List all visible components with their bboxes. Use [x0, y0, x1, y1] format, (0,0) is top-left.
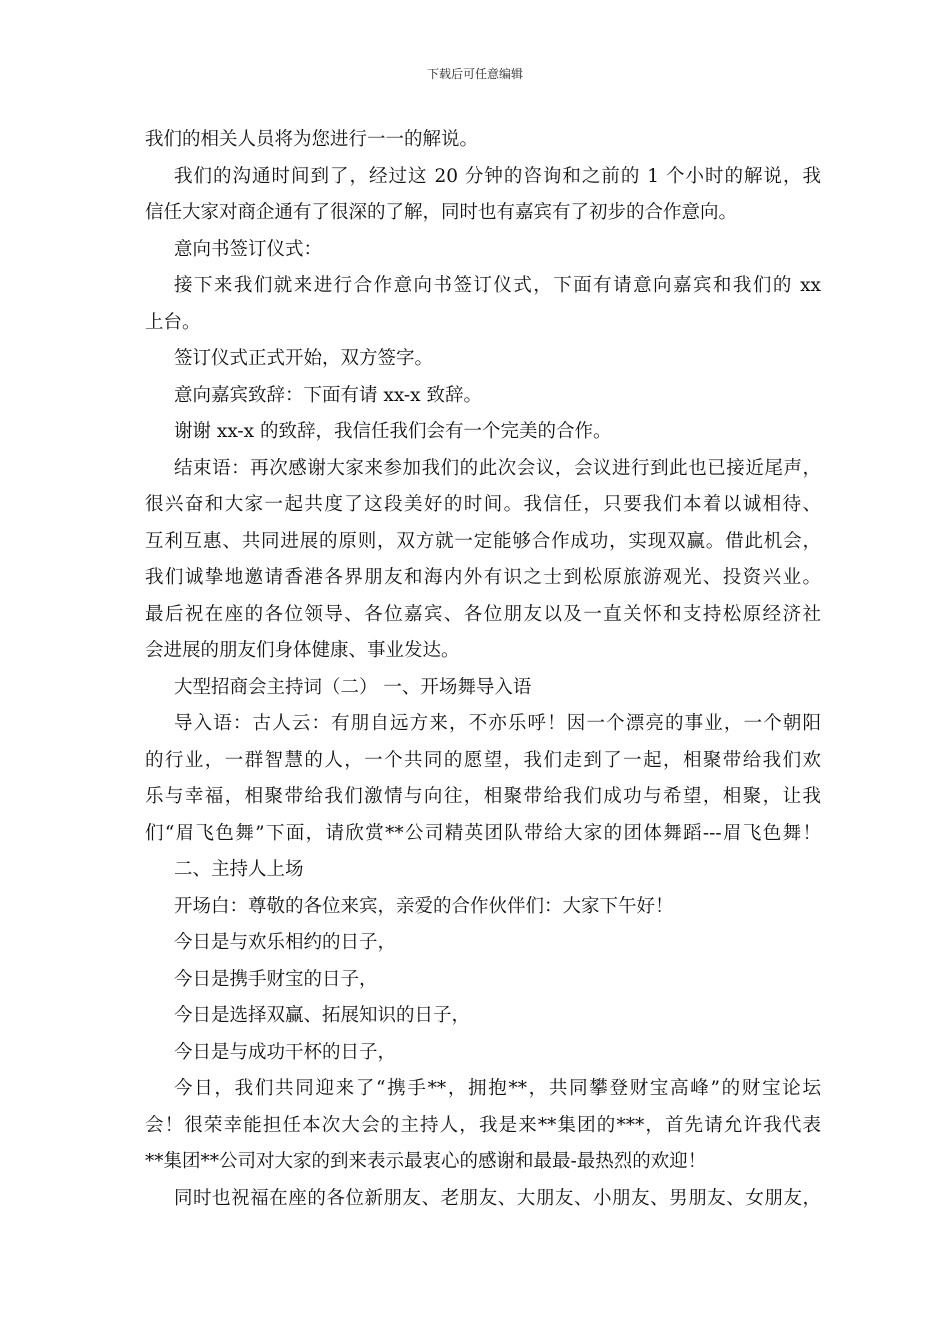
text-line: 二、主持人上场	[174, 859, 304, 880]
text-line: 意向嘉宾致辞：下面有请 xx-x 致辞。	[174, 384, 482, 406]
text-line: 意向书签订仪式：	[174, 238, 323, 260]
text-line: 很兴奋和大家一起共度了这段美好的时间。我信任，只要我们本着以诚相待、	[145, 494, 821, 515]
text-line: 的行业，一群智慧的人，一个共同的愿望，我们走到了一起，相聚带给我们欢	[145, 749, 821, 771]
text-line: 最后祝在座的各位领导、各位嘉宾、各位朋友以及一直关怀和支持松原经济社	[145, 603, 821, 625]
text-line: 上台。	[145, 311, 201, 333]
text-line: **集团**公司对大家的到来表示最衷心的感谢和最最-最热烈的欢迎！	[145, 1151, 707, 1172]
text-line: 乐与幸福，相聚带给我们激情与向往，相聚带给我们成功与希望，相聚，让我	[145, 786, 821, 807]
text-line: 结束语：再次感谢大家来参加我们的此次会议，会议进行到此也已接近尾声，	[174, 457, 821, 479]
page-header: 下载后可任意编辑	[426, 67, 523, 81]
text-line: 今日是与欢乐相约的日子，	[174, 932, 397, 953]
text-line: 同时也祝福在座的各位新朋友、老朋友、大朋友、小朋友、男朋友、女朋友，	[174, 1187, 821, 1209]
text-line: 今日是选择双赢、拓展知识的日子，	[174, 1005, 471, 1026]
text-line: 接下来我们就来进行合作意向书签订仪式，下面有请意向嘉宾和我们的 xx	[174, 275, 821, 296]
text-line: 们“眉飞色舞”下面，请欣赏**公司精英团队带给大家的团体舞蹈---眉飞色舞！	[145, 822, 821, 844]
text-line: 信任大家对商企通有了很深的了解，同时也有嘉宾有了初步的合作意向。	[145, 202, 738, 223]
text-line: 我们诚挚地邀请香港各界朋友和海内外有识之士到松原旅游观光、投资兴业。	[145, 567, 821, 588]
text-line: 签订仪式正式开始，双方签字。	[174, 348, 434, 369]
text-line: 互利互惠、共同进展的原则，双方就一定能够合作成功，实现双赢。借此机会，	[145, 530, 821, 552]
text-line: 今日是携手财宝的日子，	[174, 968, 378, 990]
text-line: 我们的沟通时间到了，经过这 20 分钟的咨询和之前的 1 个小时的解说，我	[174, 165, 821, 187]
text-line: 今日是与成功干杯的日子，	[174, 1041, 397, 1063]
document-body	[145, 122, 825, 1217]
text-line: 会！很荣幸能担任本次大会的主持人，我是来**集团的***，首先请允许我代表	[145, 1114, 821, 1136]
text-line: 我们的相关人员将为您进行一一的解说。	[145, 129, 479, 150]
text-line: 开场白：尊敬的各位来宾，亲爱的合作伙伴们：大家下午好！	[174, 895, 674, 917]
text-line: 谢谢 xx-x 的致辞，我信任我们会有一个完美的合作。	[174, 421, 612, 442]
text-line: 大型招商会主持词（二） 一、开场舞导入语	[174, 676, 532, 698]
text-line: 导入语：古人云：有朋自远方来，不亦乐呼！因一个漂亮的事业，一个朝阳	[174, 713, 821, 734]
text-line: 会进展的朋友们身体健康、事业发达。	[145, 640, 460, 661]
text-line: 今日，我们共同迎来了“携手**，拥抱**，共同攀登财宝高峰”的财宝论坛	[174, 1078, 821, 1099]
